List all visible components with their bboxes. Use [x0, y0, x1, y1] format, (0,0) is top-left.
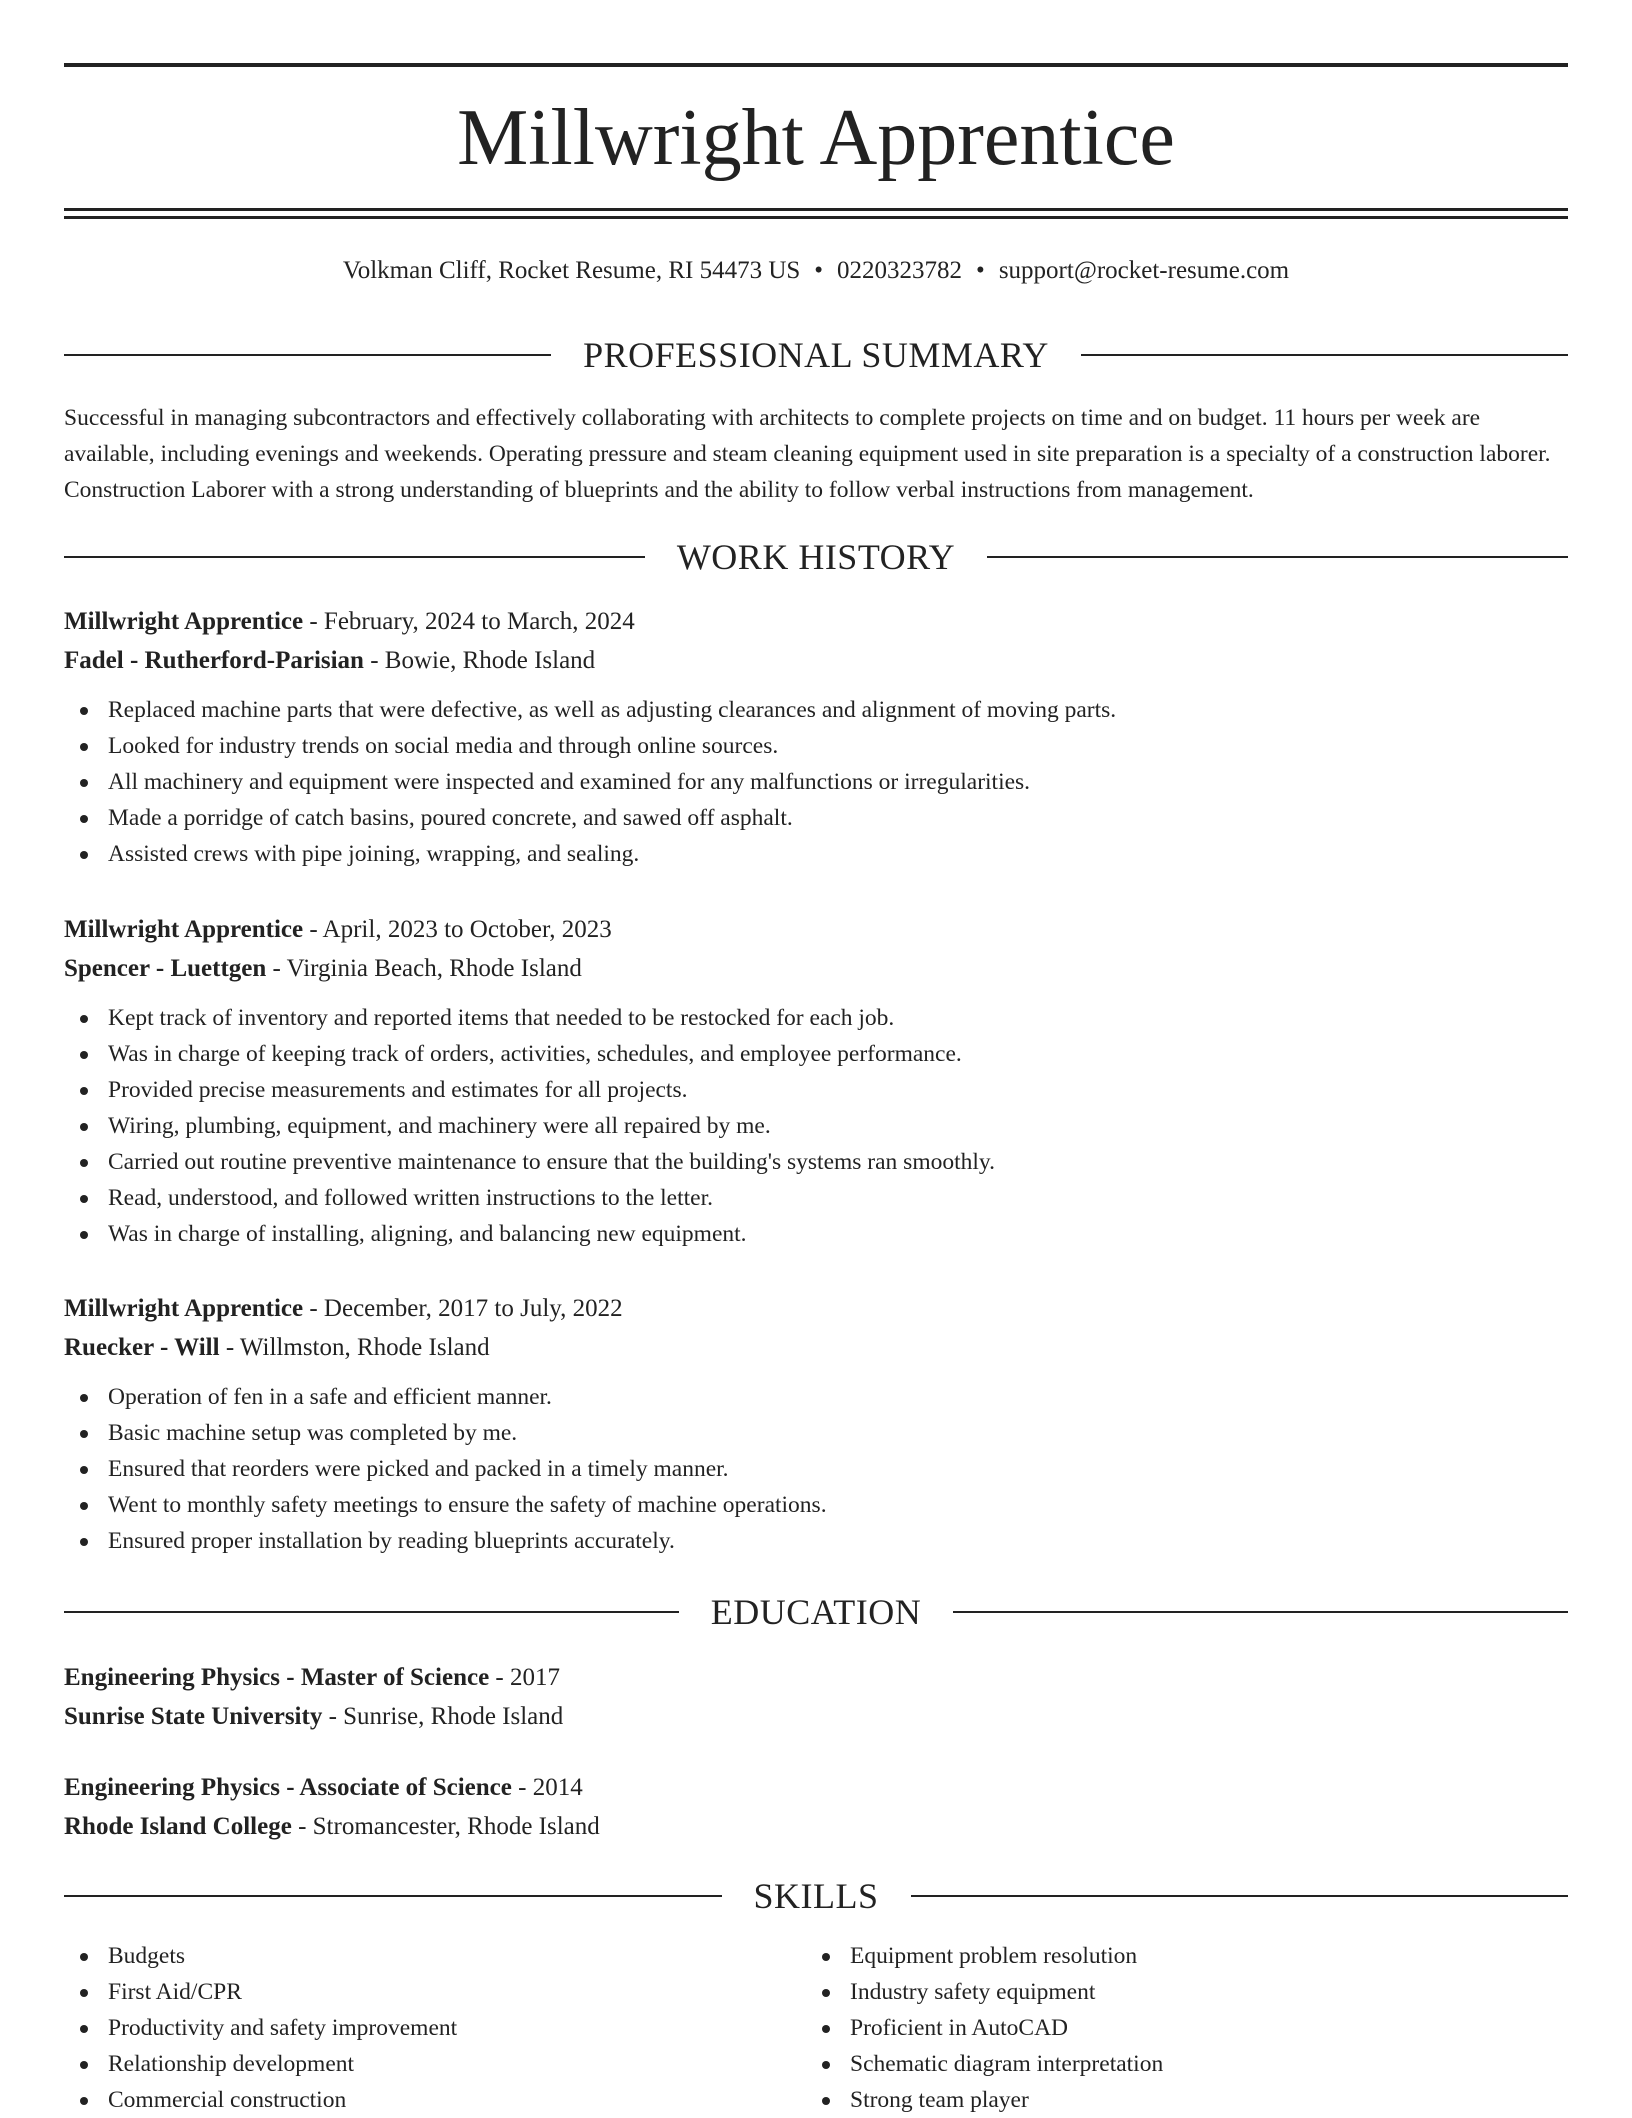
skills-column-right: [806, 1938, 1506, 2118]
section-title: EDUCATION: [710, 1592, 922, 1632]
job-company-line: [64, 1328, 1568, 1367]
bullet-dot: [80, 1953, 88, 1961]
skill-item: [806, 2082, 1506, 2118]
education-entry: [64, 1768, 1568, 1846]
bullet-dot: [80, 1231, 88, 1239]
skill-item: [64, 2046, 764, 2082]
job-bullet: [64, 1379, 1568, 1415]
job-entry: [64, 910, 1568, 1252]
bullet-dot: [80, 1989, 88, 1997]
job-company: Spencer - Luettgen: [64, 955, 267, 982]
education-school-line: [64, 1697, 1568, 1736]
education-degree-line: [64, 1768, 1568, 1807]
section-heading-skills: [64, 1876, 1568, 1916]
section-heading-summary: [64, 335, 1568, 375]
education-school-line: [64, 1807, 1568, 1846]
contact-email: support@rocket-resume.com: [998, 257, 1290, 284]
bullet-text: Assisted crews with pipe joining, wrapping, and sealing.: [108, 841, 640, 867]
education-location: - Sunrise, Rhode Island: [322, 1703, 564, 1730]
job-bullet: [64, 1415, 1568, 1451]
job-title: Millwright Apprentice: [64, 608, 304, 635]
education-year: - 2014: [511, 1774, 583, 1801]
heading-rule: [987, 556, 1568, 558]
education-entry: [64, 1658, 1568, 1736]
skill-item: [806, 1974, 1506, 2010]
job-company-line: [64, 949, 1568, 988]
job-bullet: [64, 1216, 1568, 1252]
contact-separator: •: [976, 257, 985, 284]
heading-rule: [64, 354, 551, 356]
job-bullet: [64, 1144, 1568, 1180]
skill-text: Schematic diagram interpretation: [850, 2051, 1164, 2077]
skills-list: [806, 1938, 1506, 2118]
bullet-dot: [80, 851, 88, 859]
bullet-dot: [822, 2025, 830, 2033]
job-location: - Bowie, Rhode Island: [363, 647, 596, 674]
job-bullets: [64, 1000, 1568, 1252]
job-company: Ruecker - Will: [64, 1334, 220, 1361]
bullet-dot: [822, 1989, 830, 1997]
job-bullet: [64, 1108, 1568, 1144]
skill-text: Industry safety equipment: [850, 1979, 1096, 2005]
bullet-dot: [80, 1195, 88, 1203]
skill-text: Equipment problem resolution: [850, 1943, 1138, 1969]
education-school: Sunrise State University: [64, 1703, 323, 1730]
bullet-dot: [80, 1015, 88, 1023]
bullet-dot: [80, 1123, 88, 1131]
section-heading-work: [64, 537, 1568, 577]
bullet-text: Was in charge of keeping track of orders, activities, schedules, and employee performance.: [108, 1041, 962, 1067]
job-bullet: [64, 1487, 1568, 1523]
job-dates: - April, 2023 to October, 2023: [303, 916, 612, 943]
bullet-dot: [80, 1087, 88, 1095]
bullet-dot: [80, 707, 88, 715]
title-rule-upper: [64, 208, 1568, 211]
education-degree: Engineering Physics - Associate of Science: [64, 1774, 512, 1801]
job-entry: [64, 1289, 1568, 1559]
bullet-text: Provided precise measurements and estimates for all projects.: [108, 1077, 688, 1103]
bullet-text: Looked for industry trends on social media and through online sources.: [108, 733, 779, 759]
skill-item: [64, 2082, 764, 2118]
contact-address: Volkman Cliff, Rocket Resume, RI 54473 US: [342, 257, 801, 284]
job-title: Millwright Apprentice: [64, 1295, 304, 1322]
skill-item: [64, 1974, 764, 2010]
bullet-dot: [80, 1538, 88, 1546]
section-title: PROFESSIONAL SUMMARY: [583, 335, 1049, 375]
bullet-text: Carried out routine preventive maintenance to ensure that the building's systems ran smoothly.: [108, 1149, 996, 1175]
bullet-text: All machinery and equipment were inspected and examined for any malfunctions or irregularities.: [108, 769, 1031, 795]
job-company: Fadel - Rutherford-Parisian: [64, 647, 364, 674]
skills-list: [64, 1938, 764, 2118]
job-bullets: [64, 1379, 1568, 1559]
skill-text: Commercial construction: [108, 2087, 347, 2113]
job-company-line: [64, 641, 1568, 680]
skill-item: [806, 1938, 1506, 1974]
job-bullet: [64, 1036, 1568, 1072]
heading-rule: [64, 1895, 722, 1897]
bullet-dot: [80, 2097, 88, 2105]
bullet-dot: [80, 1159, 88, 1167]
heading-rule: [64, 556, 645, 558]
education-year: - 2017: [489, 1664, 560, 1691]
bullet-text: Ensured that reorders were picked and packed in a timely manner.: [108, 1456, 729, 1482]
bullet-text: Read, understood, and followed written instructions to the letter.: [108, 1185, 713, 1211]
bullet-dot: [80, 815, 88, 823]
education-degree: Engineering Physics - Master of Science: [64, 1664, 490, 1691]
job-dates: - December, 2017 to July, 2022: [303, 1295, 623, 1322]
education-location: - Stromancester, Rhode Island: [291, 1813, 600, 1840]
bullet-text: Made a porridge of catch basins, poured concrete, and sawed off asphalt.: [108, 805, 793, 831]
bullet-dot: [80, 1502, 88, 1510]
job-location: - Virginia Beach, Rhode Island: [266, 955, 582, 982]
job-bullet: [64, 1451, 1568, 1487]
job-bullet: [64, 728, 1568, 764]
bullet-text: Operation of fen in a safe and efficient manner.: [108, 1384, 552, 1410]
skills-column-left: [64, 1938, 764, 2118]
contact-separator: •: [814, 257, 824, 284]
skill-item: [64, 1938, 764, 1974]
section-heading-education: [64, 1592, 1568, 1632]
job-title: Millwright Apprentice: [64, 916, 304, 943]
skill-text: Budgets: [108, 1943, 186, 1969]
job-bullet: [64, 1000, 1568, 1036]
bullet-text: Basic machine setup was completed by me.: [108, 1420, 518, 1446]
summary-text: Successful in managing subcontractors and effectively collaborating with architects to complete projects on time and on budget. 11 hours per week are available, including evenings and weekends. Operating pressure and steam cleaning equipment used in site preparation is a specialty of a construction laborer. Construction Laborer with a strong understanding of blueprints and the ability to follow verbal instructions from management.: [64, 405, 1551, 503]
bullet-text: Replaced machine parts that were defective, as well as adjusting clearances and alignment of moving parts.: [108, 697, 1117, 723]
heading-rule: [911, 1895, 1569, 1897]
job-bullet: [64, 692, 1568, 728]
bullet-text: Went to monthly safety meetings to ensure the safety of machine operations.: [108, 1492, 827, 1518]
bullet-text: Ensured proper installation by reading blueprints accurately.: [108, 1528, 675, 1554]
bullet-text: Kept track of inventory and reported items that needed to be restocked for each job.: [108, 1005, 895, 1031]
bullet-dot: [80, 743, 88, 751]
skill-text: Relationship development: [108, 2051, 355, 2077]
bullet-dot: [822, 1953, 830, 1961]
job-bullet: [64, 1072, 1568, 1108]
skill-text: Proficient in AutoCAD: [850, 2015, 1069, 2041]
skill-text: First Aid/CPR: [108, 1979, 242, 2005]
bullet-dot: [80, 1051, 88, 1059]
job-location: - Willmston, Rhode Island: [219, 1334, 490, 1361]
bullet-dot: [80, 1394, 88, 1402]
resume-title: Millwright Apprentice: [457, 94, 1175, 182]
education-school: Rhode Island College: [64, 1813, 292, 1840]
section-title: SKILLS: [753, 1876, 879, 1916]
bullet-dot: [80, 1430, 88, 1438]
bullet-dot: [80, 2025, 88, 2033]
education-degree-line: [64, 1658, 1568, 1697]
job-bullet: [64, 836, 1568, 872]
skill-text: Productivity and safety improvement: [108, 2015, 458, 2041]
skill-item: [64, 2010, 764, 2046]
job-bullets: [64, 692, 1568, 872]
job-dates: - February, 2024 to March, 2024: [303, 608, 635, 635]
skill-item: [806, 2010, 1506, 2046]
job-bullet: [64, 1523, 1568, 1559]
job-title-line: [64, 910, 1568, 949]
section-title: WORK HISTORY: [676, 537, 956, 577]
heading-rule: [953, 1611, 1568, 1613]
heading-rule: [64, 1611, 679, 1613]
bullet-dot: [80, 2061, 88, 2069]
job-bullet: [64, 800, 1568, 836]
title-rule-lower: [64, 216, 1568, 219]
bullet-text: Was in charge of installing, aligning, and balancing new equipment.: [108, 1221, 747, 1247]
bullet-dot: [822, 2097, 830, 2105]
job-entry: [64, 602, 1568, 872]
heading-rule: [1081, 354, 1568, 356]
job-bullet: [64, 764, 1568, 800]
bullet-dot: [80, 779, 88, 787]
bullet-text: Wiring, plumbing, equipment, and machinery were all repaired by me.: [108, 1113, 771, 1139]
job-title-line: [64, 1289, 1568, 1328]
top-rule: [64, 63, 1568, 67]
bullet-dot: [80, 1466, 88, 1474]
contact-line: [64, 254, 1568, 288]
job-title-line: [64, 602, 1568, 641]
contact-phone: 0220323782: [837, 257, 963, 284]
skill-item: [806, 2046, 1506, 2082]
bullet-dot: [822, 2061, 830, 2069]
job-bullet: [64, 1180, 1568, 1216]
skill-text: Strong team player: [850, 2087, 1029, 2113]
